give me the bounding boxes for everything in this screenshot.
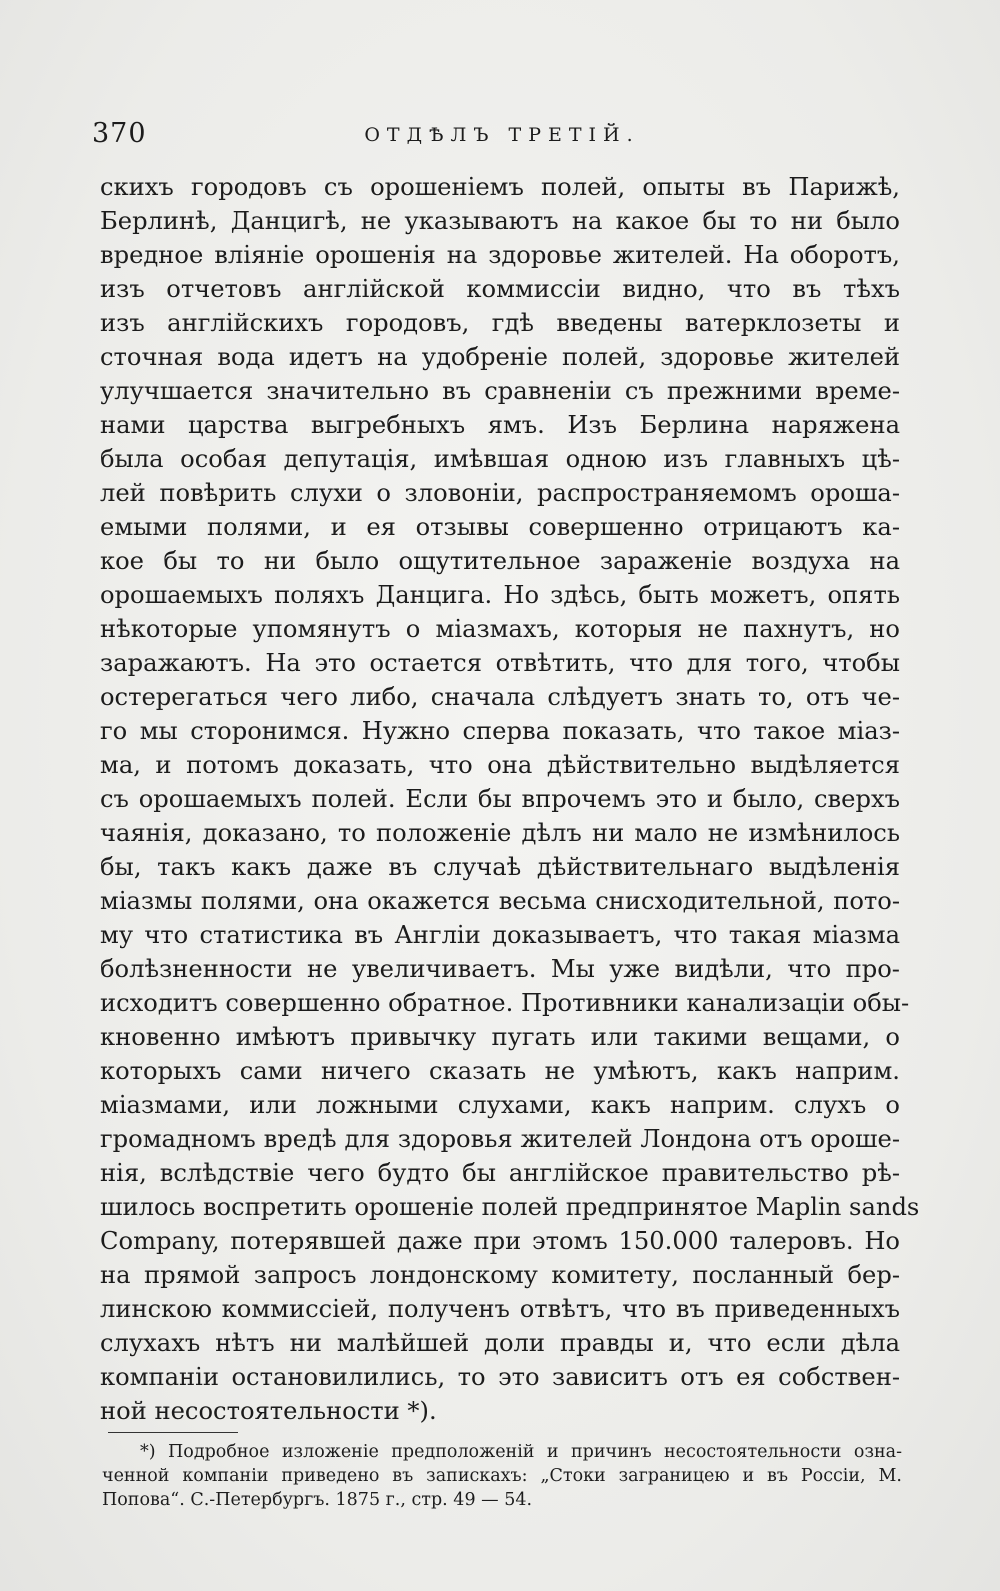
text-line: ной несостоятельности *). [100, 1397, 437, 1425]
text-line: линскою коммиссіей, полученъ отвѣтъ, что въ приведенныхъ [100, 1295, 900, 1323]
text-line: міазмы полями, она окажется весьма снисходительной, пото- [100, 887, 900, 915]
text-line: лей повѣрить слухи о зловоніи, распространяемомъ ороша- [100, 479, 900, 507]
text-line: слухахъ нѣтъ ни малѣйшей доли правды и, что если дѣла [100, 1329, 900, 1357]
page-header [92, 118, 912, 154]
text-line: кое бы то ни было ощутительное зараженіе воздуха на [100, 547, 900, 575]
text-line: чаянія, доказано, то положеніе дѣлъ ни мало не измѣнилось [100, 819, 900, 847]
text-line: сточная вода идетъ на удобреніе полей, здоровье жителей [100, 343, 900, 371]
text-line: нѣкоторые упомянутъ о міазмахъ, которыя не пахнутъ, но [100, 615, 900, 643]
text-line: Company, потерявшей даже при этомъ 150.000 талеровъ. Но [100, 1227, 900, 1255]
text-line: громадномъ вредѣ для здоровья жителей Лондона отъ ороше- [100, 1125, 900, 1153]
text-line: кновенно имѣютъ привычку пугать или такими вещами, о [100, 1023, 900, 1051]
text-line: улучшается значительно въ сравненіи съ прежними време- [100, 377, 900, 405]
text-line: которыхъ сами ничего сказать не умѣютъ, какъ наприм. [100, 1057, 900, 1085]
body-text [100, 170, 920, 1428]
text-line: Берлинѣ, Данцигѣ, не указываютъ на какое бы то ни было [100, 207, 900, 235]
text-line: шилось воспретить орошеніе полей предпринятое Maplin sands [100, 1193, 920, 1221]
text-line: го мы сторонимся. Нужно сперва показать, что такое міаз- [100, 717, 900, 745]
text-line: съ орошаемыхъ полей. Если бы впрочемъ это и было, сверхъ [100, 785, 900, 813]
text-line: скихъ городовъ съ орошеніемъ полей, опыты въ Парижѣ, [100, 173, 900, 201]
running-title: ОТДѢЛЪ ТРЕТІЙ. [364, 124, 640, 146]
text-line: бы, такъ какъ даже въ случаѣ дѣйствительнаго выдѣленія [100, 853, 900, 881]
footnote-line: ченной компаніи приведено въ запискахъ: „Стоки заграницею и въ Россіи, М. [102, 1466, 902, 1486]
text-line: изъ отчетовъ англійской коммиссіи видно, что въ тѣхъ [100, 275, 900, 303]
text-line: міазмами, или ложными слухами, какъ наприм. слухъ о [100, 1091, 900, 1119]
page-number: 370 [92, 118, 147, 149]
text-line: остерегаться чего либо, сначала слѣдуетъ знать то, отъ че- [100, 683, 900, 711]
text-line: вредное вліяніе орошенія на здоровье жителей. На оборотъ, [100, 241, 900, 269]
text-line: на прямой запросъ лондонскому комитету, посланный бер- [100, 1261, 900, 1289]
footnote-line: *) Подробное изложеніе предположеній и причинъ несостоятельности озна- [140, 1442, 902, 1462]
text-line: нами царства выгребныхъ ямъ. Изъ Берлина наряжена [100, 411, 900, 439]
footnote [102, 1440, 902, 1512]
text-line: емыми полями, и ея отзывы совершенно отрицаютъ ка- [100, 513, 900, 541]
text-line: орошаемыхъ поляхъ Данцига. Но здѣсь, быть можетъ, опять [100, 581, 900, 609]
text-line: изъ англійскихъ городовъ, гдѣ введены ватерклозеты и [100, 309, 900, 337]
text-line: компаніи остановилились, то это зависитъ отъ ея собствен- [100, 1363, 900, 1391]
text-line: заражаютъ. На это остается отвѣтить, что для того, чтобы [100, 649, 900, 677]
footnote-line: Попова“. С.-Петербургъ. 1875 г., стр. 49 — 54. [102, 1490, 533, 1510]
text-line: болѣзненности не увеличиваетъ. Мы уже видѣли, что про- [100, 955, 900, 983]
text-line: нія, вслѣдствіе чего будто бы англійское правительство рѣ- [100, 1159, 900, 1187]
text-line: исходитъ совершенно обратное. Противники канализаціи обы- [100, 989, 910, 1017]
text-line: ма, и потомъ доказать, что она дѣйствительно выдѣляется [100, 751, 900, 779]
footnote-divider [108, 1432, 238, 1433]
text-line: была особая депутація, имѣвшая одною изъ главныхъ цѣ- [100, 445, 900, 473]
text-line: му что статистика въ Англіи доказываетъ, что такая міазма [100, 921, 900, 949]
